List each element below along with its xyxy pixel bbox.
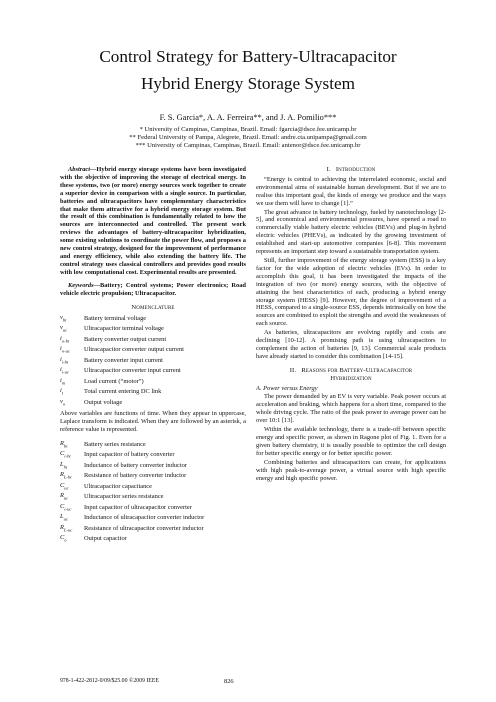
nomenclature-description: Ultracapacitor terminal voltage: [84, 325, 164, 333]
subsection-a-heading: A. Power versus Energy: [256, 384, 318, 392]
nomenclature-row: [60, 397, 184, 408]
nomenclature-description: Resistance of battery converter inductor: [84, 472, 187, 480]
nomenclature-symbol: $R_{L-bt}$: [60, 471, 72, 480]
nomenclature-symbol: $L_{uc}$: [60, 513, 68, 522]
nomenclature-description: Ultracapacitor converter output current: [84, 346, 184, 354]
nomenclature-note: Above variables are functions of time. When they appear in uppercase, Laplace transform is indicated. When they are followed by an asterisk, a reference value is represented.: [60, 409, 246, 433]
nomenclature-description: Ultracapacitor converter input current: [84, 367, 181, 375]
section-1-heading: [256, 166, 446, 174]
nomenclature-table-variables: [60, 313, 184, 408]
intro-paragraph-3: Still, further improvement of the energy storage system (ESS) is a key factor for the wide adoption of electric vehicles (EVs). In order to accomplish this goal, it has been investigated the impacts of the integration of two (or more) energy sources, with the objective of attaining the best characteristics of each, producing a hybrid energy storage system (HESS) [9]. However, the degree of improvement of a HESS, compared to a single-source ESS, depends intrinsically on how the sources are combined to exploit the strengths and avoid the weaknesses of each source.: [256, 256, 446, 328]
abstract-label: Abstract—: [68, 166, 97, 173]
nomenclature-description: Resistance of ultracapacitor converter inductor: [84, 524, 204, 532]
nomenclature-row: [60, 387, 184, 398]
nomenclature-row: [60, 503, 204, 514]
affiliation-3: *** University of Campinas, Campinas, Brazil. Email: antenor@dsce.fee.unicamp.br: [135, 142, 361, 149]
nomenclature-symbol: $i_{o-bt}$: [60, 334, 70, 343]
section-2-number: II.: [289, 366, 297, 374]
nomenclature-symbol: $v_{uc}$: [60, 324, 68, 333]
nomenclature-description: Output capacitor: [84, 535, 127, 543]
nomenclature-row: [60, 334, 184, 345]
nomenclature-symbol: $v_o$: [60, 397, 66, 406]
nomenclature-row: [60, 366, 184, 377]
nomenclature-description: Battery series resistance: [84, 440, 146, 448]
author-list: F. S. Garcia*, A. A. Ferreira**, and J. A. Pomilio***: [159, 113, 337, 122]
nomenclature-symbol: $L_{bt}$: [60, 460, 68, 470]
nomenclature-description: Load current (“motor”): [84, 377, 144, 385]
affiliation-2: ** Federal University of Pampa, Alegrete, Brazil. Email: andre.cta.unipampa@gmail.com: [129, 134, 367, 141]
page-number: 826: [224, 678, 234, 685]
nomenclature-symbol: $i_m$: [60, 376, 66, 385]
nomenclature-row: [60, 355, 184, 366]
right-column: [256, 166, 446, 483]
nomenclature-description: Total current entering DC link: [84, 388, 162, 396]
nomenclature-row: [60, 492, 204, 503]
nomenclature-symbol: $R_{bt}$: [60, 439, 68, 449]
nomenclature-table-parameters: [60, 440, 204, 545]
section-2-paragraph-2: Within the available technology, there is a trade-off between specific energy and specific power, as shown in Ragone plot of Fig. 1. Even for a given battery chemistry, it is usually possible to optimize the cell design for better specific energy or for better specific power.: [256, 426, 446, 457]
nomenclature-row: [60, 461, 204, 472]
section-2-title-line-1: Reasons for Battery-Ultracapacitor: [301, 366, 413, 374]
nomenclature-description: Battery terminal voltage: [84, 314, 147, 322]
intro-quote: “Energy is central to achieving the interrelated economic, social and environmental aims of sustainable human development. But if we are to realise this important goal, the kinds of energy we produce and the ways we use them will have to change [1].”: [256, 175, 446, 207]
nomenclature-row: [60, 534, 204, 545]
nomenclature-heading: [60, 304, 246, 312]
section-1-title: Introduction: [335, 166, 376, 173]
nomenclature-symbol: $v_{bt}$: [60, 313, 67, 322]
nomenclature-row: [60, 376, 184, 387]
nomenclature-description: Battery converter input current: [84, 356, 163, 364]
nomenclature-description: Input capacitor of ultracapacitor converter: [84, 503, 192, 511]
nomenclature-description: Battery converter output current: [84, 335, 167, 343]
section-2-paragraph-1: The power demanded by an EV is very variable. Peak power occurs at acceleration and braking, which happens for a short time, compared to the whole driving cycle. The ratio of the peak power to average power can be over 10:1 [13].: [256, 393, 446, 425]
section-2-heading: [256, 367, 446, 383]
keywords: [60, 282, 246, 298]
nomenclature-symbol: $i_t$: [60, 387, 64, 396]
nomenclature-description: Ultracapacitor capacitance: [84, 482, 152, 490]
nomenclature-symbol: $C_o$: [60, 534, 67, 543]
paper-title-line-1: Control Strategy for Battery-Ultracapacitor: [99, 47, 397, 66]
affiliation-1: * University of Campinas, Campinas, Brazil. Email: fgarcia@dsce.fee.unicamp.br: [139, 126, 357, 133]
abstract: [60, 166, 246, 277]
section-1-number: I.: [326, 166, 331, 173]
nomenclature-description: Input capacitor of battery converter: [84, 451, 175, 459]
nomenclature-description: Output voltage: [84, 398, 123, 406]
nomenclature-description: Inductance of battery converter inductor: [84, 461, 187, 469]
nomenclature-symbol: $C_{i-bt}$: [60, 450, 71, 459]
nomenclature-row: [60, 482, 204, 493]
nomenclature-description: Inductance of ultracapacitor converter inductor: [84, 514, 205, 522]
nomenclature-symbol: $i_{i-bt}$: [60, 355, 69, 364]
nomenclature-row: [60, 471, 204, 482]
nomenclature-row: [60, 440, 204, 451]
nomenclature-row: [60, 513, 204, 524]
section-2-paragraph-3: Combining batteries and ultracapacitors can create, for applications with high peak-to-average power, a virtual source with high specific energy and high specific power.: [256, 458, 446, 482]
nomenclature-heading-text: Nomenclature: [131, 303, 175, 311]
nomenclature-symbol: $i_{i-uc}$: [60, 366, 69, 375]
nomenclature-symbol: $R_{L-uc}$: [60, 523, 73, 533]
intro-paragraph-4: As batteries, ultracapacitors are evolving rapidly and costs are declining [10-12]. A promising path is using ultracapacitors to complement the action of batteries [9, 13]. Commercial scale products have already started to consider this combination [14-15].: [256, 329, 446, 360]
paper-title-line-2: Hybrid Energy Storage System: [140, 74, 356, 93]
section-2-title-line-2: Hybridization: [330, 374, 372, 382]
keywords-label: Keywords—: [68, 281, 100, 289]
left-column: [60, 166, 246, 547]
keywords-text: Battery; Control systems; Power electronics; Road vehicle electric propulsion; Ultracapacitor.: [60, 281, 246, 297]
nomenclature-symbol: $C_{i-uc}$: [60, 502, 72, 512]
nomenclature-row: [60, 313, 184, 324]
nomenclature-symbol: $R_{uc}$: [60, 492, 69, 501]
nomenclature-description: Ultracapacitor series resistance: [84, 493, 164, 501]
nomenclature-symbol: $C_{uc}$: [60, 481, 69, 491]
nomenclature-row: [60, 524, 204, 535]
nomenclature-row: [60, 324, 184, 335]
abstract-text: Hybrid energy storage systems have been investigated with the objective of improving the storage of electrical energy. In these systems, two (or more) energy sources work together to create a superior device in comparison with a single source. In particular, batteries and ultracapacitors have complementary characteristics that make them attractive for a hybrid energy storage system. But the result of this combination is fundamentally related to how the sources are interconnected and controlled. The present work reviews the advantages of battery-ultracapacitor hybridization, some existing solutions to coordinate the power flow, and proposes a new control strategy, designed for the improvement of performance and energy efficiency, while also extending the battery life. The control strategy uses classical controllers and provides good results with low computational cost. Experimental results are presented.: [60, 166, 246, 276]
nomenclature-symbol: $i_{o-uc}$: [60, 345, 70, 354]
footer-isbn: 978-1-422-2812-0/09/$25.00 ©2009 IEEE: [60, 678, 159, 684]
nomenclature-row: [60, 450, 204, 461]
intro-paragraph-2: The great advance in battery technology, fueled by nanotechnology [2-5], and economical and environmental pressures, have opened a road to commercially viable battery electric vehicles (BEVs) and plug-in hybrid electric vehicles (PHEVs), as indicated by the growing investment of established and start-up automotive companies [6-8]. This movement represents an important step toward a sustainable transportation system.: [256, 208, 446, 256]
nomenclature-row: [60, 345, 184, 356]
